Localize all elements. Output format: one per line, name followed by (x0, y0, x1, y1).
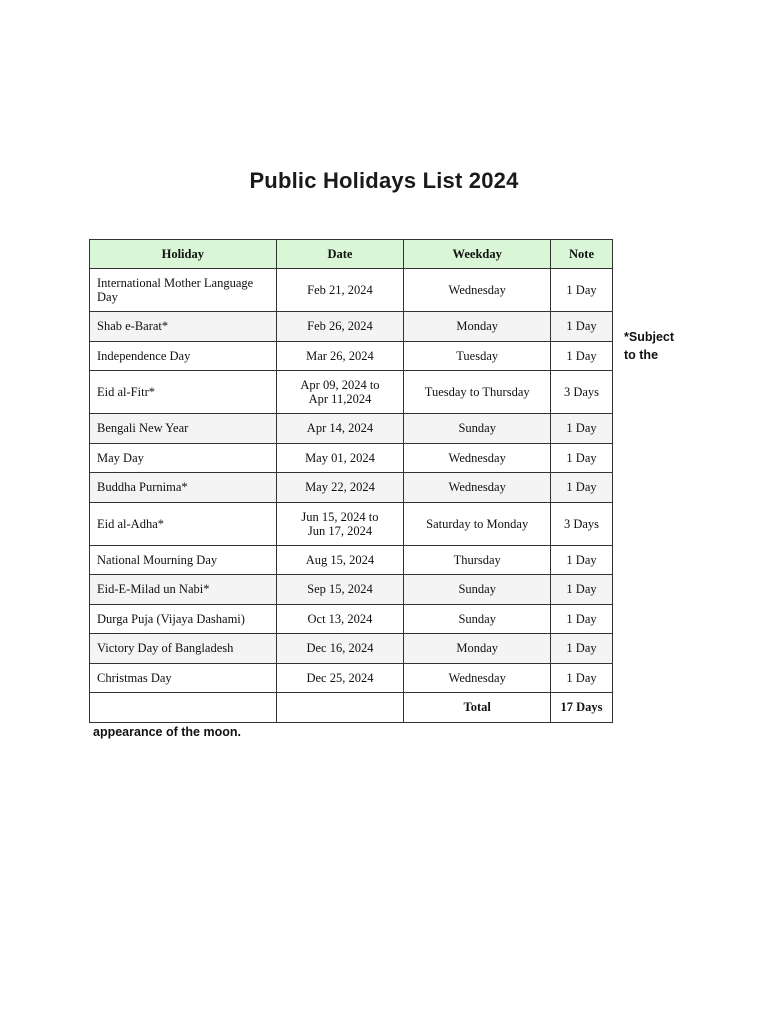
holiday-name: International Mother Language Day (90, 269, 277, 312)
holiday-date (276, 545, 404, 575)
holiday-date (276, 414, 404, 444)
holiday-weekday: Wednesday (404, 663, 551, 693)
holiday-name: Eid al-Adha* (90, 502, 277, 545)
page-title: Public Holidays List 2024 (249, 168, 519, 193)
holidays-table (89, 239, 613, 723)
total-row (90, 693, 613, 723)
holiday-note: 1 Day (551, 312, 613, 342)
note-line: *Subject (624, 330, 675, 344)
holiday-note: 1 Day (551, 604, 613, 634)
date-line: Jun 17, 2024 (307, 523, 373, 538)
table-header-row (90, 240, 613, 269)
table-row (90, 502, 613, 545)
date-line: Feb 26, 2024 (307, 319, 373, 334)
table-row (90, 443, 613, 473)
table-row (90, 604, 613, 634)
date-line: Apr 09, 2024 to (300, 378, 380, 392)
holiday-weekday: Saturday to Monday (404, 502, 551, 545)
header-holiday: Holiday (90, 240, 277, 269)
holiday-weekday: Wednesday (404, 473, 551, 503)
holiday-name: Bengali New Year (90, 414, 277, 444)
holiday-date (276, 341, 404, 371)
holiday-note: 1 Day (551, 443, 613, 473)
header-date: Date (276, 240, 404, 269)
table-row (90, 371, 613, 414)
total-label: Total (404, 693, 551, 723)
holiday-note: 1 Day (551, 341, 613, 371)
date-line: May 22, 2024 (305, 480, 375, 495)
holiday-date (276, 312, 404, 342)
date-line: Oct 13, 2024 (307, 611, 373, 626)
holiday-note: 1 Day (551, 634, 613, 664)
holiday-weekday: Thursday (404, 545, 551, 575)
table-row (90, 473, 613, 503)
holiday-note: 1 Day (551, 545, 613, 575)
table-row (90, 663, 613, 693)
holiday-weekday: Wednesday (404, 443, 551, 473)
holiday-date (276, 473, 404, 503)
holiday-weekday: Tuesday to Thursday (404, 371, 551, 414)
date-line: Dec 25, 2024 (306, 670, 374, 685)
holiday-weekday: Sunday (404, 575, 551, 605)
holiday-weekday: Tuesday (404, 341, 551, 371)
moon-note-side (624, 328, 694, 364)
holiday-date (276, 604, 404, 634)
holiday-note: 1 Day (551, 269, 613, 312)
holiday-name: Durga Puja (Vijaya Dashami) (90, 604, 277, 634)
table-row (90, 575, 613, 605)
moon-note-bottom: appearance of the moon. (93, 725, 241, 739)
holiday-name: May Day (90, 443, 277, 473)
holiday-weekday: Wednesday (404, 269, 551, 312)
date-line: Aug 15, 2024 (305, 552, 375, 567)
holiday-weekday: Monday (404, 312, 551, 342)
empty-cell (90, 693, 277, 723)
holiday-note: 1 Day (551, 663, 613, 693)
holiday-weekday: Monday (404, 634, 551, 664)
table-row (90, 312, 613, 342)
header-weekday: Weekday (404, 240, 551, 269)
holiday-name: Shab e-Barat* (90, 312, 277, 342)
holiday-name: Christmas Day (90, 663, 277, 693)
holiday-note: 1 Day (551, 575, 613, 605)
holiday-weekday: Sunday (404, 604, 551, 634)
holiday-name: Victory Day of Bangladesh (90, 634, 277, 664)
holiday-date (276, 371, 404, 414)
date-line: Sep 15, 2024 (307, 582, 373, 597)
holiday-note: 1 Day (551, 473, 613, 503)
total-value: 17 Days (551, 693, 613, 723)
date-line: May 01, 2024 (305, 450, 375, 465)
holiday-weekday: Sunday (404, 414, 551, 444)
date-line: Jun 15, 2024 to (301, 509, 379, 524)
table-row (90, 414, 613, 444)
date-line: Mar 26, 2024 (306, 348, 374, 363)
holiday-date (276, 634, 404, 664)
holiday-note: 3 Days (551, 502, 613, 545)
holiday-date (276, 575, 404, 605)
date-line: Apr 11,2024 (308, 392, 372, 406)
holiday-date (276, 269, 404, 312)
holiday-name: Buddha Purnima* (90, 473, 277, 503)
date-line: Feb 21, 2024 (307, 283, 373, 297)
date-line: Dec 16, 2024 (306, 641, 374, 656)
table-row (90, 341, 613, 371)
table-row (90, 634, 613, 664)
holiday-name: Eid al-Fitr* (90, 371, 277, 414)
header-note: Note (551, 240, 613, 269)
holiday-name: National Mourning Day (90, 545, 277, 575)
holiday-note: 3 Days (551, 371, 613, 414)
holiday-date (276, 502, 404, 545)
holiday-date (276, 443, 404, 473)
table-row (90, 545, 613, 575)
table-row (90, 269, 613, 312)
holiday-date (276, 663, 404, 693)
empty-cell (276, 693, 404, 723)
holiday-name: Independence Day (90, 341, 277, 371)
date-line: Apr 14, 2024 (306, 421, 374, 436)
holiday-name: Eid-E-Milad un Nabi* (90, 575, 277, 605)
note-line: to the (624, 348, 659, 362)
holiday-note: 1 Day (551, 414, 613, 444)
